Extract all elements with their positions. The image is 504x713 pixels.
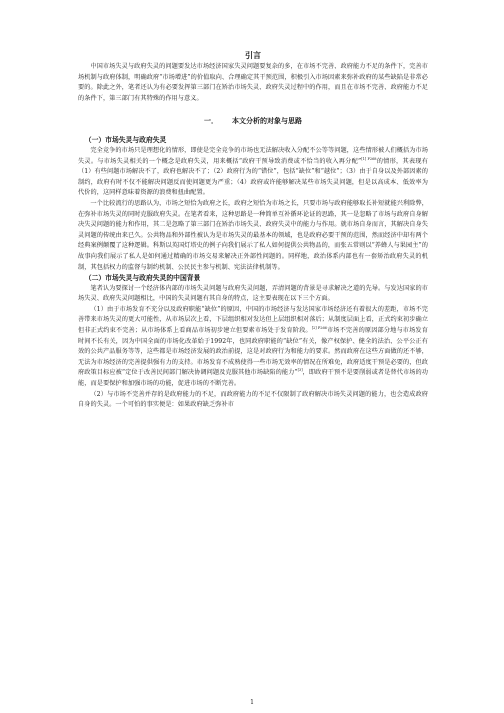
section-heading <box>78 116 428 126</box>
paragraph-4-text-b: 市场不完善的原因部分地与市场发育时间不长有关，因为中国全面的市场化改革始于1992年，也同政府职能的“缺位”有关，像产权保护、健全的法治、公平公正有效的公共产品服务等等，这些都是市场经济发展的政治前提，这是对政府行为和能力的要求。然而政府在这些方面做的还不够，无法为市场经济的完善提供强有力的支持。市场发育不成熟使得一些市场无效率的情况在所难免，政府适度干预是必要的，但政府政策目标应被“定位于改善民间部门解决协调问题及克服其他市场缺陷的能力” <box>78 327 428 377</box>
intro-paragraph: 中国市场失灵与政府失灵的问题要发达市场经济国家失灵问题要复杂的多，在市场不完善、政府能力不足的条件下，完善市场机制与政府体制，明确政府“市场增进”的价值取向、合理确定其干预范围，积极引入市场因素来弥补政府的某些缺陷是非常必要的。除此之外，笔者还认为有必要发挥第三部门在矫治市场失灵、政府失灵过程中的作用，而且在市场不完善、政府能力不足的条件下，第三部门有其特殊的作用与意义。 <box>78 63 428 102</box>
paragraph-4-text-c: ，即政府干预不是要削弱或者是替代市场的功能，而是要保护和加强市场的功能，促进市场的不断完善。 <box>78 369 429 388</box>
paragraph-1-text-b: 的情形，其表现有（1）有些问题市场解决不了，政府也解决不了；（2）政府行为的“错位”，包括“缺位”和“越位”；（3）由于自身以及外部因素的制约，政府有时不仅不能解决问题反而使问题更为严重；（4）政府或许能够解决某些市场失灵问题，但是以高成本、低效率为代价的，这同样意味着资源的浪费和扭曲配置。 <box>78 157 429 197</box>
paragraph-5: （2）与市场不完善并存的是政府能力的不足，而政府能力的不足不仅限制了政府解决市场失灵问题的能力，也会造成政府自身的失灵。一个可怕的事实便是：如果政府缺乏弥补市 <box>78 390 428 409</box>
citation-2: [2] P266 <box>311 326 327 331</box>
paragraph-4-text-a: （1）由于市场发育不充分以及政府职能“缺位”的原因，中国的市场经济与发达国家市场经济还有着很大的差距，市场不完善带来市场失灵的更大可能性，从市场层次上看，下层组织相对发达但上层组织相对落后；从制度层面上看，正式约束初步确立但非正式约束不完善；从市场体系上看商品市场初步建立但要素市场处于发育阶段。 <box>78 305 428 335</box>
page-number: 1 <box>250 699 254 706</box>
subsection-heading-1: （一）市场失灵与政府失灵 <box>84 136 167 145</box>
subsection-heading-2: （二）市场失灵与政府失灵的中国背景 <box>84 274 201 283</box>
paragraph-3: 笔者认为要探讨一个经济体内部的市场失灵问题与政府失灵问题，弄清问题的背景是寻求解决之道的先导。与发达国家的市场失灵、政府失灵问题相比，中国的失灵问题有其自身的特点，这主要表现在以下三个方面。 <box>78 284 428 303</box>
page-title: 引言 <box>245 50 261 60</box>
document-page <box>78 50 428 411</box>
paragraph-4 <box>78 305 428 390</box>
citation-3: [3] <box>297 368 303 373</box>
paragraph-1-text-a: 完全竞争的市场只是理想化的情形，即使是完全竞争的市场也无法解决收入分配不公等等问题，这些情形被人们概括为市场失灵。与市场失灵相关的一个概念是政府失灵，用来概括“政府干预导致消费或不恰当的收入再分配” <box>78 146 428 165</box>
section-title: 本文分析的对象与思路 <box>232 116 302 126</box>
section-number: 一． <box>204 116 218 126</box>
paragraph-1 <box>78 146 428 199</box>
paragraph-2: 一个比较流行的思路认为，市场之短恰为政府之长，政府之短恰为市场之长，只要市场与政府能够取长补短就能兴利除弊，在弥补市场失灵的同时克服政府失灵。在笔者看来，这种思路是一种简单互补循环论证的思路，其一是忽略了市场与政府自身解决失灵问题的能力和作用，其二是忽略了第三部门在矫治市场失灵、政府失灵中的能力与作用。就市场自身而言，其解决自身失灵问题的传统由来已久。公共物品和外部性被认为是市场失灵的最基本的领域，也是政府必要干预的范围，然而经济中却有两个经典案例颠覆了这种逻辑。科斯以英国灯塔史的例子向我们展示了私人如何提供公共物品的，而张五常则以“养蜂人与果园主”的故事向我们展示了私人是如何通过精确的市场交易来解决正外部性问题的。同样地，政治体系内部也有一套矫治政府失灵的机制，其包括权力的监督与制约机制、公民民主参与机制、宪法法律机制等。 <box>78 199 428 271</box>
citation-1: [1] P268 <box>361 156 377 161</box>
